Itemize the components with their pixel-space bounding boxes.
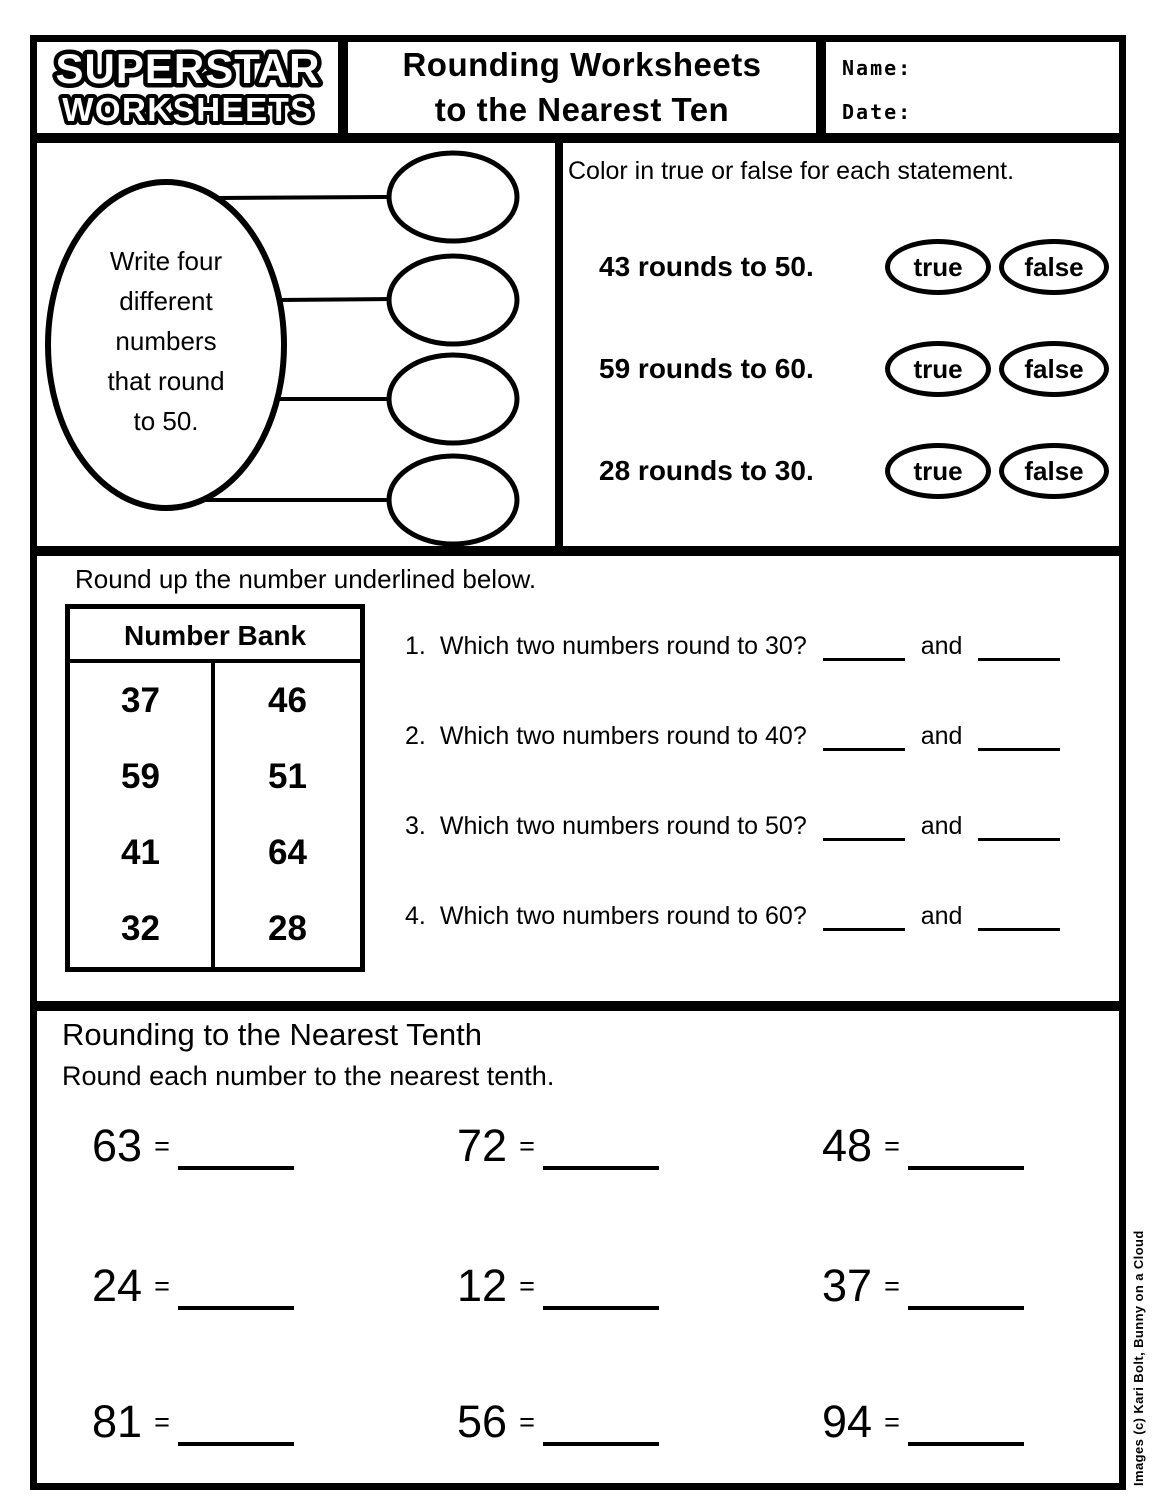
nearest-tenth-activity <box>30 1004 1126 1490</box>
false-oval-1[interactable]: false <box>999 239 1109 295</box>
problem-number: 24 <box>92 1260 143 1311</box>
prompt-line: different <box>119 286 213 316</box>
true-false-instruction: Color in true or false for each statement. <box>568 157 1015 185</box>
question-text: Which two numbers round to 40? <box>439 722 807 750</box>
problem-number: 56 <box>457 1396 508 1447</box>
true-oval-3[interactable]: true <box>885 443 991 499</box>
statement-text: 43 rounds to 50. <box>599 251 814 282</box>
worksheet-title <box>341 35 823 140</box>
question-text: Which two numbers round to 60? <box>439 902 807 930</box>
number-bank-activity <box>30 549 1126 1008</box>
equals-sign: = <box>154 1131 170 1161</box>
superstar-worksheets-logo <box>30 35 345 140</box>
problem-blank[interactable] <box>178 1165 294 1170</box>
problem-blank[interactable] <box>908 1305 1024 1310</box>
logo-line1: SUPERSTAR <box>55 45 321 92</box>
equals-sign: = <box>884 1407 900 1437</box>
number-bank-table <box>65 604 365 972</box>
answer-blank[interactable] <box>978 746 1060 751</box>
problem-blank[interactable] <box>543 1441 659 1446</box>
equals-sign: = <box>519 1407 535 1437</box>
problem-number: 63 <box>92 1120 143 1171</box>
problem-number: 12 <box>457 1260 508 1311</box>
and-label: and <box>920 632 963 660</box>
problem-item <box>822 1396 1024 1447</box>
answer-oval-1[interactable] <box>389 153 517 241</box>
date-write-area[interactable] <box>912 100 1062 124</box>
prompt-line: that round <box>107 366 225 396</box>
answer-blank[interactable] <box>823 926 905 931</box>
title-line-2: to the Nearest Ten <box>434 90 730 128</box>
true-false-activity <box>563 143 1119 546</box>
number-bank-title: Number Bank <box>70 609 360 663</box>
question-row-1 <box>405 632 1060 661</box>
bank-cell: 41 <box>70 815 215 891</box>
name-date-box <box>819 35 1126 140</box>
bank-cell: 46 <box>268 681 307 720</box>
answer-blank[interactable] <box>978 836 1060 841</box>
answer-blank[interactable] <box>823 836 905 841</box>
roundup-heading: Round up the number underlined below. <box>75 564 537 594</box>
question-row-2 <box>405 722 1060 751</box>
question-number: 2. <box>405 722 426 750</box>
prompt-line: numbers <box>115 326 217 356</box>
statement-text: 59 rounds to 60. <box>599 353 814 384</box>
equals-sign: = <box>154 1271 170 1301</box>
problem-item <box>92 1260 294 1311</box>
problem-item <box>92 1396 294 1447</box>
question-row-3 <box>405 812 1060 841</box>
answer-oval-4[interactable] <box>389 456 517 544</box>
statement-row-3 <box>563 442 1119 500</box>
problem-blank[interactable] <box>908 1441 1024 1446</box>
nearest-tenth-subtitle: Round each number to the nearest tenth. <box>62 1061 555 1091</box>
question-row-4 <box>405 902 1060 931</box>
problem-number: 37 <box>822 1260 873 1311</box>
equals-sign: = <box>884 1271 900 1301</box>
question-number: 3. <box>405 812 426 840</box>
equals-sign: = <box>519 1131 535 1161</box>
logo-bubble-text <box>38 43 337 132</box>
prompt-line: Write four <box>109 246 223 276</box>
name-write-area[interactable] <box>912 56 1062 80</box>
false-oval-2[interactable]: false <box>999 341 1109 397</box>
false-oval-3[interactable]: false <box>999 443 1109 499</box>
problem-blank[interactable] <box>543 1165 659 1170</box>
problem-number: 72 <box>457 1120 508 1171</box>
bank-cell: 28 <box>268 909 307 948</box>
connector-line <box>217 197 391 198</box>
problem-blank[interactable] <box>178 1441 294 1446</box>
problem-item <box>457 1260 659 1311</box>
answer-oval-3[interactable] <box>389 355 517 443</box>
problem-number: 48 <box>822 1120 873 1171</box>
problem-blank[interactable] <box>908 1165 1024 1170</box>
statement-row-1 <box>563 238 1119 296</box>
and-label: and <box>920 812 963 840</box>
answer-blank[interactable] <box>823 746 905 751</box>
prompt-line: to 50. <box>133 406 199 436</box>
prompt-text <box>64 241 268 441</box>
equals-sign: = <box>519 1271 535 1301</box>
and-label: and <box>920 902 963 930</box>
answer-blank[interactable] <box>978 656 1060 661</box>
write-four-numbers-diagram <box>37 143 563 546</box>
name-label: Name: <box>842 56 913 80</box>
nearest-tenth-title: Rounding to the Nearest Tenth <box>62 1017 482 1052</box>
and-label: and <box>920 722 963 750</box>
statement-row-2 <box>563 340 1119 398</box>
answer-oval-2[interactable] <box>389 256 517 344</box>
answer-blank[interactable] <box>978 926 1060 931</box>
question-number: 1. <box>405 632 426 660</box>
problem-item <box>822 1120 1024 1171</box>
statement-text: 28 rounds to 30. <box>599 455 814 486</box>
bank-cell: 59 <box>70 739 215 815</box>
top-activities-section <box>30 136 1126 553</box>
logo-line2: WORKSHEETS <box>62 91 314 128</box>
connector-line <box>279 299 391 300</box>
bank-cell: 64 <box>268 833 307 872</box>
problem-blank[interactable] <box>178 1305 294 1310</box>
problem-number: 94 <box>822 1396 873 1447</box>
equals-sign: = <box>884 1131 900 1161</box>
problem-item <box>92 1120 294 1171</box>
true-oval-2[interactable]: true <box>885 341 991 397</box>
problem-blank[interactable] <box>543 1305 659 1310</box>
problem-item <box>457 1396 659 1447</box>
bank-cell: 32 <box>70 891 215 967</box>
title-line-1: Rounding Worksheets <box>402 45 762 83</box>
question-text: Which two numbers round to 30? <box>439 632 807 660</box>
problem-item <box>457 1120 659 1171</box>
problem-item <box>822 1260 1024 1311</box>
bank-cell: 51 <box>268 757 307 796</box>
image-credit-text: Images (c) Kari Bolt, Bunny on a Cloud <box>1131 1230 1146 1486</box>
true-oval-1[interactable]: true <box>885 239 991 295</box>
problem-number: 81 <box>92 1396 143 1447</box>
equals-sign: = <box>154 1407 170 1437</box>
question-number: 4. <box>405 902 426 930</box>
answer-blank[interactable] <box>823 656 905 661</box>
bank-cell: 37 <box>70 663 215 739</box>
date-label: Date: <box>842 100 913 124</box>
question-text: Which two numbers round to 50? <box>439 812 807 840</box>
